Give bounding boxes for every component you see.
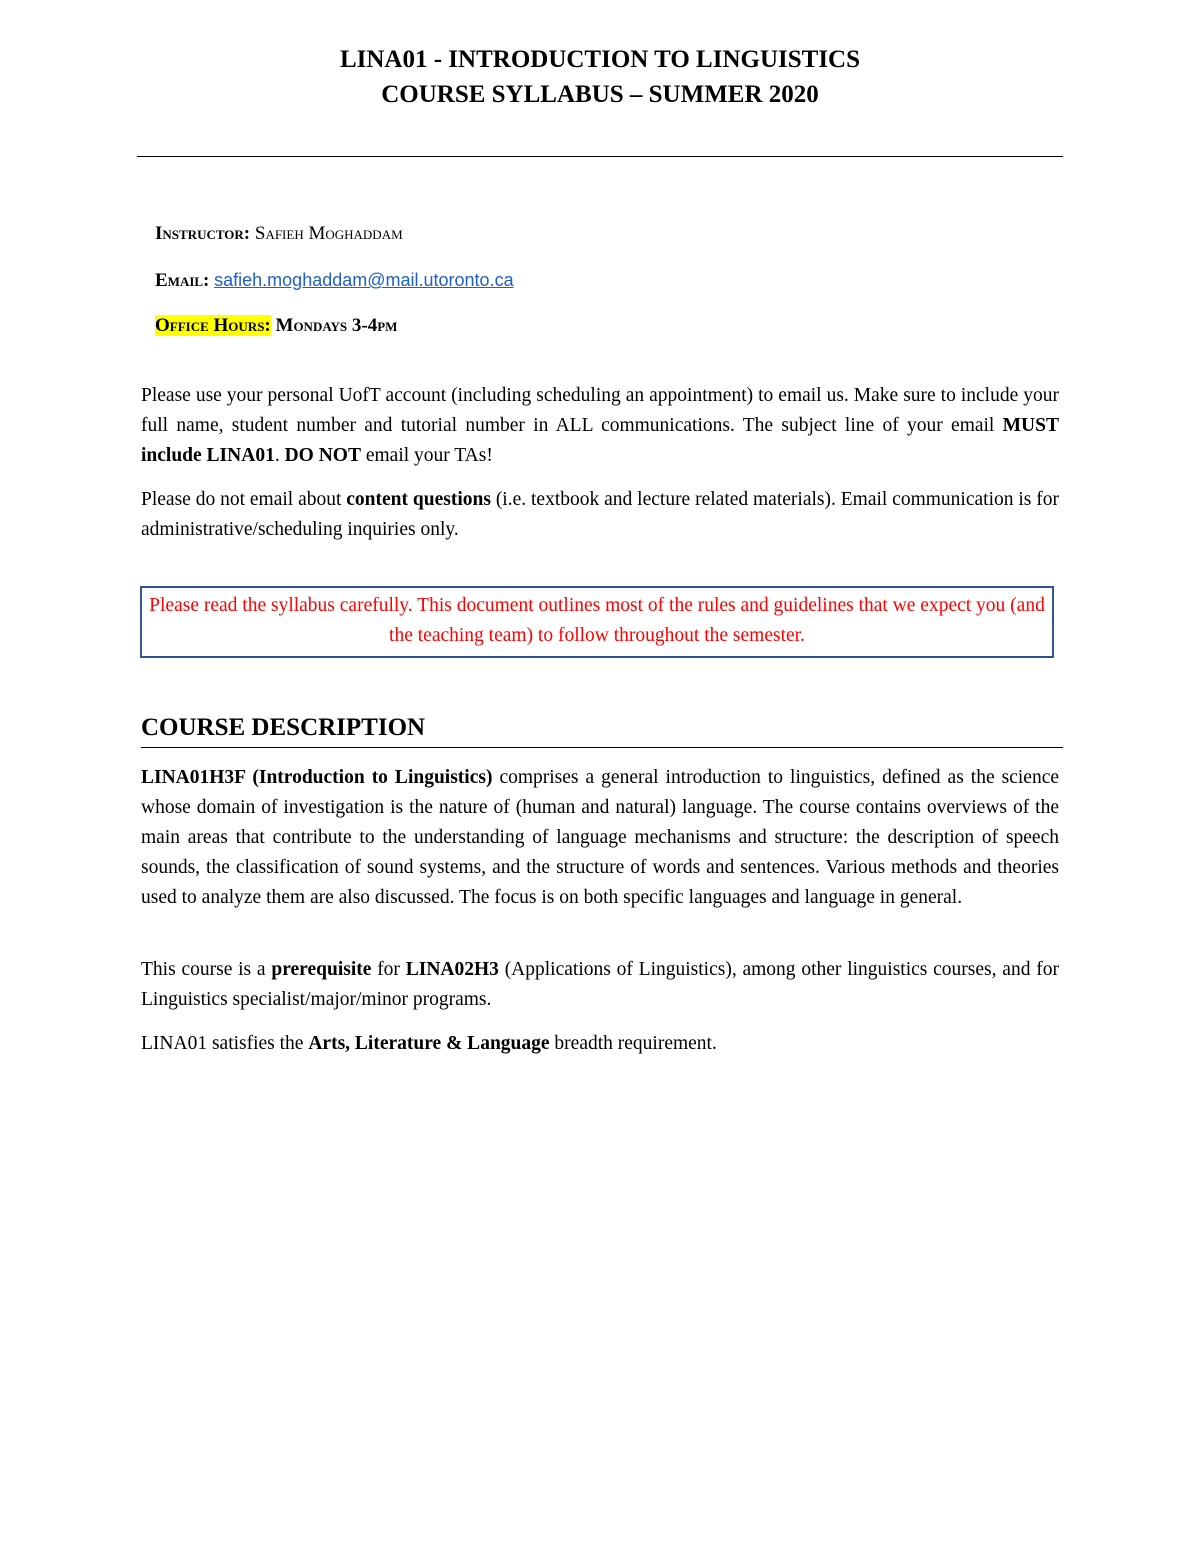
bold-segment: prerequisite xyxy=(271,959,372,980)
section-heading-course-description: COURSE DESCRIPTION xyxy=(141,714,426,741)
text-segment: breadth requirement. xyxy=(549,1033,717,1054)
text-segment: comprises a general introduction to linguistics, defined as the science whose domain of investigation is the nature of (human and natural) language. The course contains overviews of the main areas that contribute to the understanding of language mechanisms and structure: the description of speech sounds, the classification of sound systems, and the structure of words and sentences. Various methods and theories used to analyze them are also discussed. The focus is on both specific languages and language in general. xyxy=(141,767,1059,908)
text-segment: for xyxy=(371,959,406,980)
text-segment: This course is a xyxy=(141,959,272,980)
bold-segment: content questions xyxy=(346,489,491,510)
text-segment: LINA01 satisfies the xyxy=(141,1033,309,1054)
instructor-line xyxy=(155,222,403,246)
text-segment: email your TAs! xyxy=(360,445,493,466)
document-title xyxy=(0,42,1200,112)
email-link[interactable]: safieh.moghaddam@mail.utoronto.ca xyxy=(214,270,514,290)
title-line-course: LINA01 - INTRODUCTION TO LINGUISTICS xyxy=(339,46,861,73)
text-segment: Please use your personal UofT account (including scheduling an appointment) to email us. Make sure to include your full name, student number and tutorial number in ALL communications. The subject line of your email xyxy=(141,385,1059,436)
email-label: Email: xyxy=(155,270,210,291)
instructor-name: Safieh Moghaddam xyxy=(254,223,403,244)
bold-segment: LINA01H3F (Introduction to Linguistics) xyxy=(141,767,493,788)
course-description-paragraph-1 xyxy=(141,763,1059,913)
title-divider xyxy=(137,156,1063,157)
section-divider xyxy=(141,747,1063,748)
syllabus-notice-box xyxy=(140,586,1054,658)
email-policy-paragraph-1 xyxy=(141,381,1059,471)
bold-segment: MUST include LINA01 xyxy=(141,415,1059,466)
email-line xyxy=(155,268,514,293)
bold-segment: LINA02H3 xyxy=(405,959,499,980)
office-hours-line xyxy=(155,314,397,338)
text-segment: . xyxy=(274,445,285,466)
office-hours-label: Office Hours: xyxy=(155,315,271,336)
notice-text: Please read the syllabus carefully. This document outlines most of the rules and guidelines that we expect you (and the teaching team) to follow throughout the semester. xyxy=(149,595,1045,646)
email-policy-paragraph-2 xyxy=(141,485,1059,545)
text-segment: (Applications of Linguistics), among other linguistics courses, and for Linguistics specialist/major/minor programs. xyxy=(141,959,1059,1010)
instructor-label: Instructor: xyxy=(155,223,251,244)
course-description-paragraph-2 xyxy=(141,955,1059,1015)
text-segment: (i.e. textbook and lecture related materials). Email communication is for administrative/scheduling inquiries only. xyxy=(141,489,1059,540)
office-hours-value: Mondays 3-4pm xyxy=(275,315,398,336)
course-description-paragraph-3 xyxy=(141,1029,1059,1059)
title-line-syllabus: COURSE SYLLABUS – SUMMER 2020 xyxy=(381,81,819,108)
text-segment: Please do not email about xyxy=(141,489,347,510)
bold-segment: Arts, Literature & Language xyxy=(308,1033,550,1054)
bold-segment: DO NOT xyxy=(284,445,361,466)
